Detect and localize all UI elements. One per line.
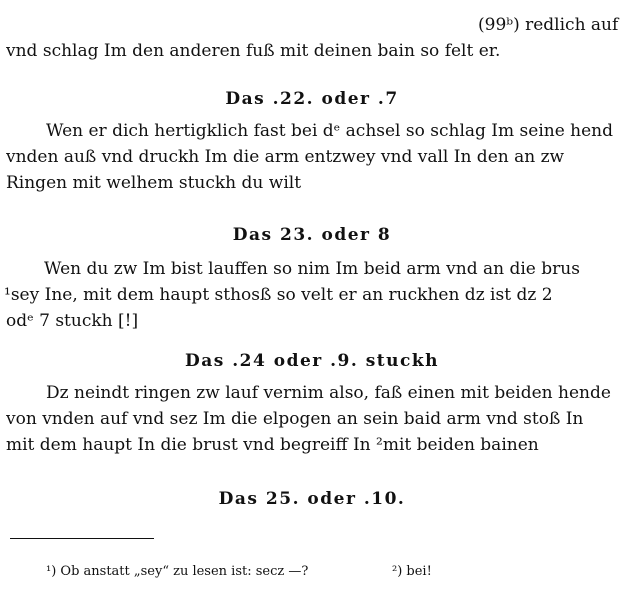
section-24-line-1: Dz neindt ringen zw lauf vernim also, faß einen mit beiden hende xyxy=(46,383,611,403)
section-heading-24: Das .24 oder .9. stuckh xyxy=(184,351,439,371)
section-24-line-2: von vnden auf vnd sez Im die elpogen an sein baid arm vnd stoß In xyxy=(6,409,584,429)
section-22-line-3: Ringen mit welhem stuckh du wilt xyxy=(6,173,302,193)
section-22-line-2: vnden auß vnd druckh Im die arm entzwey vnd vall In den an zw xyxy=(6,147,565,167)
footnote-1: ¹) Ob anstatt „sey“ zu lesen ist: secz —? xyxy=(46,564,309,579)
section-heading-22: Das .22. oder .7 xyxy=(225,89,399,109)
carry-over-line: vnd schlag Im den anderen fuß mit deinen bain so felt er. xyxy=(6,41,501,61)
page-number-line: (99ᵇ) redlich auf xyxy=(478,15,619,35)
section-24-line-3: mit dem haupt In die brust vnd begreiff In ²mit beiden bainen xyxy=(6,435,539,455)
section-23-line-2: ¹sey Ine, mit dem haupt sthosß so velt er an ruckhen dz ist dz 2 xyxy=(4,285,553,305)
section-23-line-3: odᵉ 7 stuckh [!] xyxy=(6,311,139,331)
section-heading-25: Das 25. oder .10. xyxy=(218,489,406,509)
section-22-line-1: Wen er dich hertigklich fast bei dᵉ achsel so schlag Im seine hend xyxy=(46,121,614,141)
section-heading-23: Das 23. oder 8 xyxy=(232,225,392,245)
footnote-2: ²) bei! xyxy=(392,564,432,579)
footnote-divider xyxy=(10,538,154,539)
section-23-line-1: Wen du zw Im bist lauffen so nim Im beid arm vnd an die brus xyxy=(44,259,580,279)
